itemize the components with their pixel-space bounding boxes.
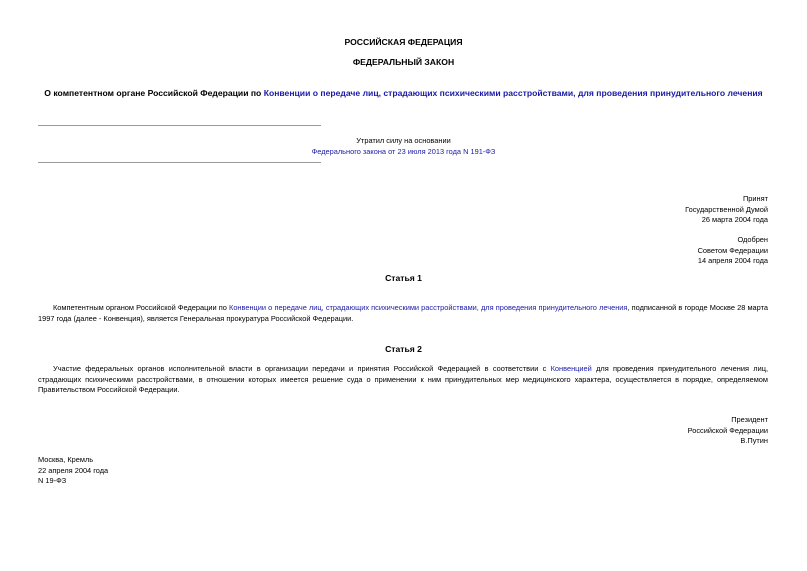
signature-block: [688, 415, 768, 447]
accepted-block: [685, 194, 768, 226]
article2-text-before: Участие федеральных органов исполнительной власти в организации передачи и принятия Российской Федерацией в соответствии с: [53, 364, 551, 373]
article1-text-after: , подписанной в городе Москве 28 марта 1997 года (далее - Конвенция), является Генеральная прокуратура Российской Федерации.: [38, 303, 769, 323]
law-title-prefix: О компетентном органе Российской Федерации по: [44, 88, 264, 98]
article2-text-after: для проведения принудительного лечения лиц, страдающих психическими расстройствами, в отношении которых имеется решение суда о применении к ним принудительных мер медицинского характера, осуществляется в порядке, определяемом Правительством Российской Федерации.: [38, 364, 768, 395]
approved-label: Одобрен: [737, 235, 768, 244]
article2-text: [38, 364, 768, 396]
repeal-law-link[interactable]: Федерального закона от 23 июля 2013 года N 191-ФЗ: [311, 147, 496, 156]
status-note-text: Утратил силу на основании: [356, 136, 451, 145]
article1-text-before: Компетентным органом Российской Федерации по: [53, 303, 230, 312]
divider-top: [38, 125, 321, 126]
doc-type-heading: ФЕДЕРАЛЬНЫЙ ЗАКОН: [352, 57, 455, 67]
signing-date: 22 апреля 2004 года: [38, 465, 109, 475]
accepted-body: Государственной Думой: [685, 204, 768, 214]
accepted-label: Принят: [742, 194, 768, 203]
approved-block: [698, 235, 768, 267]
signature-name: В.Путин: [740, 436, 768, 446]
signature-country: Российской Федерации: [687, 425, 768, 435]
article1-text: [38, 303, 768, 324]
article2-heading: Статья 2: [385, 344, 422, 354]
country-heading: РОССИЙСКАЯ ФЕДЕРАЦИЯ: [344, 37, 463, 47]
signature-title: Президент: [731, 415, 768, 424]
accepted-date: 26 марта 2004 года: [701, 215, 768, 225]
approved-body: Советом Федерации: [697, 245, 768, 255]
place-date-block: [38, 455, 108, 487]
convention-link-article2[interactable]: Конвенцией: [550, 364, 592, 373]
signing-place: Москва, Кремль: [38, 455, 94, 464]
law-number: N 19-ФЗ: [38, 476, 67, 486]
convention-link-article1[interactable]: Конвенции о передаче лиц, страдающих психическими расстройствами, для проведения принудительного лечения: [229, 303, 628, 312]
divider-bottom: [38, 162, 321, 163]
law-title: [40, 88, 767, 99]
approved-date: 14 апреля 2004 года: [697, 256, 768, 266]
article1-heading: Статья 1: [385, 273, 422, 283]
convention-link-title[interactable]: Конвенции о передаче лиц, страдающих психическими расстройствами, для проведения принудительного лечения: [263, 88, 763, 98]
